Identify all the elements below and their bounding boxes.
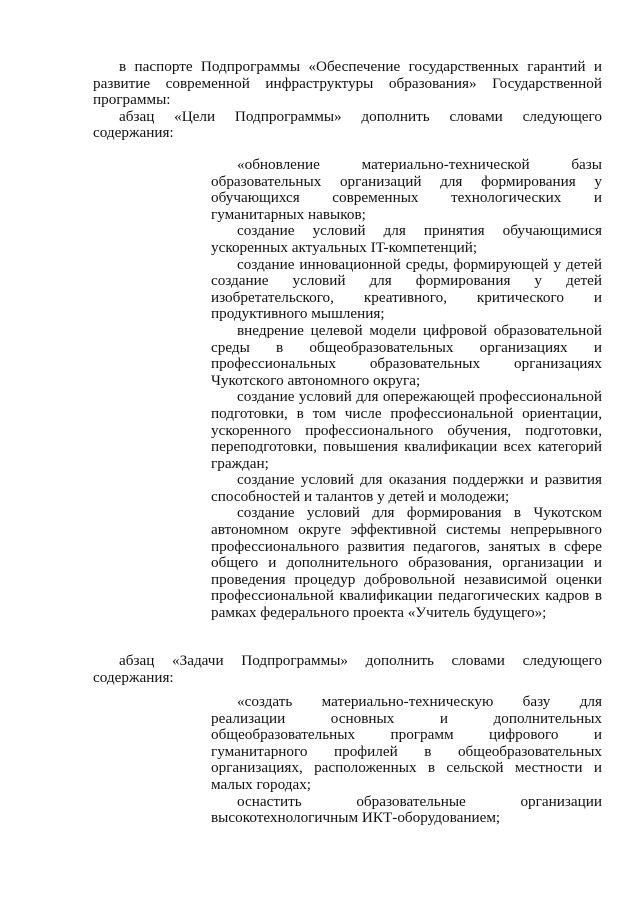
intro-paragraph-goals-abzac: абзац «Цели Подпрограммы» дополнить словами следующего содержания: bbox=[93, 107, 602, 142]
goal-item: «обновление материально-технической базы образовательных организаций для формирования у обучающихся современных технологических и гуманитарных навыков; bbox=[211, 156, 602, 223]
tasks-list bbox=[211, 694, 602, 827]
goal-item: создание инновационной среды, формирующей у детей создание условий для формирования у детей изобретательского, креативного, критического и продуктивного мышления; bbox=[211, 255, 602, 323]
goal-item: создание условий для опережающей профессиональной подготовки, в том числе профессиональной ориентации, ускоренного профессионального обучения, подготовки, переподготовки, повышения квалификации всех категорий граждан; bbox=[211, 388, 602, 472]
goal-item: создание условий для формирования в Чукотском автономном округе эффективной системы непрерывного профессионального развития педагогов, занятых в сфере общего и дополнительного образования, организации и проведения процедур добровольной независимой оценки профессиональной квалификации педагогических кадров в рамках федерального проекта «Учитель будущего»; bbox=[211, 504, 602, 622]
intro-section bbox=[93, 59, 602, 142]
goals-list bbox=[211, 157, 602, 622]
task-item: оснастить образовательные организации высокотехнологичным ИКТ-оборудованием; bbox=[211, 792, 602, 827]
goal-item: создание условий для принятия обучающимися ускоренных актуальных IT-компетенций; bbox=[211, 222, 602, 256]
goal-item: создание условий для оказания поддержки и развития способностей и талантов у детей и молодежи; bbox=[211, 471, 602, 505]
tasks-intro-section bbox=[93, 653, 602, 686]
goal-item: внедрение целевой модели цифровой образовательной среды в общеобразовательных организациях и профессиональных образовательных организациях Чукотского автономного округа; bbox=[211, 321, 602, 389]
intro-paragraph-passport: в паспорте Подпрограммы «Обеспечение государственных гарантий и развитие современной инфраструктуры образования» Государственной программы: bbox=[93, 58, 602, 109]
tasks-intro-paragraph: абзац «Задачи Подпрограммы» дополнить словами следующего содержания: bbox=[93, 652, 602, 686]
task-item: «создать материально-техническую базу для реализации основных и дополнительных общеобразовательных программ цифрового и гуманитарного профилей в общеобразовательных организациях, расположенных в сельской местности и малых городах; bbox=[211, 693, 602, 793]
